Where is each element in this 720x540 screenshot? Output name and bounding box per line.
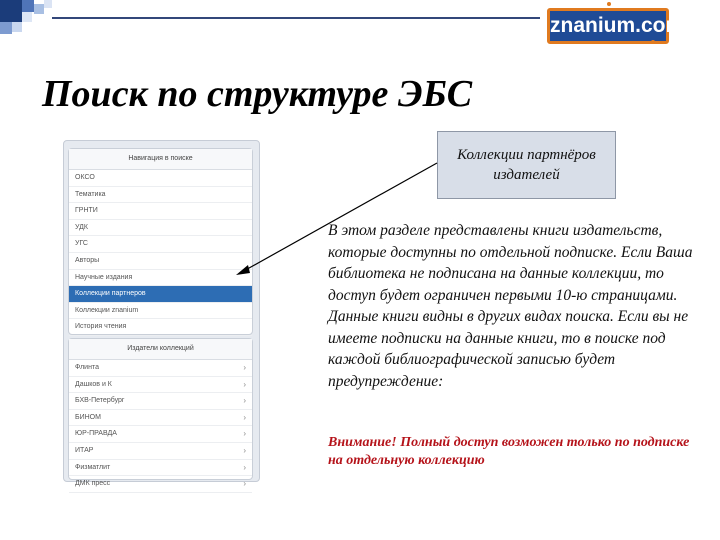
chevron-right-icon: › xyxy=(243,396,246,406)
nav-item-label: История чтения xyxy=(75,323,127,331)
nav-item-label: ОКСО xyxy=(75,174,95,181)
chevron-right-icon: › xyxy=(243,445,246,455)
publisher-item-label: ДМК пресс xyxy=(75,480,111,488)
nav-item-label: УДК xyxy=(75,223,88,231)
nav-item-label: Тематика xyxy=(75,190,106,198)
callout-text: Коллекции партнёров издателей xyxy=(457,147,596,183)
publisher-item-label: БХВ-Петербург xyxy=(75,397,125,405)
nav-item-label: ГРНТИ xyxy=(75,207,98,215)
publishers-box-header: Издатели коллекций xyxy=(69,339,252,360)
nav-item-label: Коллекции партнеров xyxy=(75,290,146,298)
chevron-right-icon: › xyxy=(243,363,246,372)
warning-text: Внимание! Полный доступ возможен только по подписке на отдельную коллекцию xyxy=(328,435,690,468)
publisher-item-label: ИТАР xyxy=(75,446,94,454)
chevron-right-icon: › xyxy=(243,479,246,489)
publisher-item-label: Физматлит xyxy=(75,463,111,471)
arrow-head xyxy=(236,265,250,275)
nav-item-label: УГС xyxy=(75,240,88,248)
nav-item-label: Научные издания xyxy=(75,273,133,281)
publisher-item-label: Флинта xyxy=(75,364,99,371)
publisher-item-label: БИНОМ xyxy=(75,413,101,421)
publisher-item-label: ЮР-ПРАВДА xyxy=(75,430,117,438)
description-text: В этом разделе представлены книги издательств, которые доступны по отдельной подписке. Если Ваша библиотека не подписана на данные коллекции, то доступ будет ограничен первыми 10-ю страницами. Данные книги видны в других видах поиска. Если вы не имеете подписки на данные книги, то в поиске под каждой библиографической записью будет предупреждение: xyxy=(328,222,693,390)
publisher-item-label: Дашков и К xyxy=(75,380,112,388)
chevron-right-icon: › xyxy=(243,429,246,439)
nav-item-label: Авторы xyxy=(75,256,100,264)
navigation-box-header: Навигация в поиске xyxy=(69,149,252,170)
slide-title: Поиск по структуре ЭБС xyxy=(42,73,473,115)
chevron-right-icon: › xyxy=(243,412,246,422)
chevron-right-icon: › xyxy=(243,462,246,472)
nav-item-label: Коллекции znanium xyxy=(75,306,139,314)
logo-text: znanium.com xyxy=(550,14,685,37)
chevron-right-icon: › xyxy=(243,379,246,389)
